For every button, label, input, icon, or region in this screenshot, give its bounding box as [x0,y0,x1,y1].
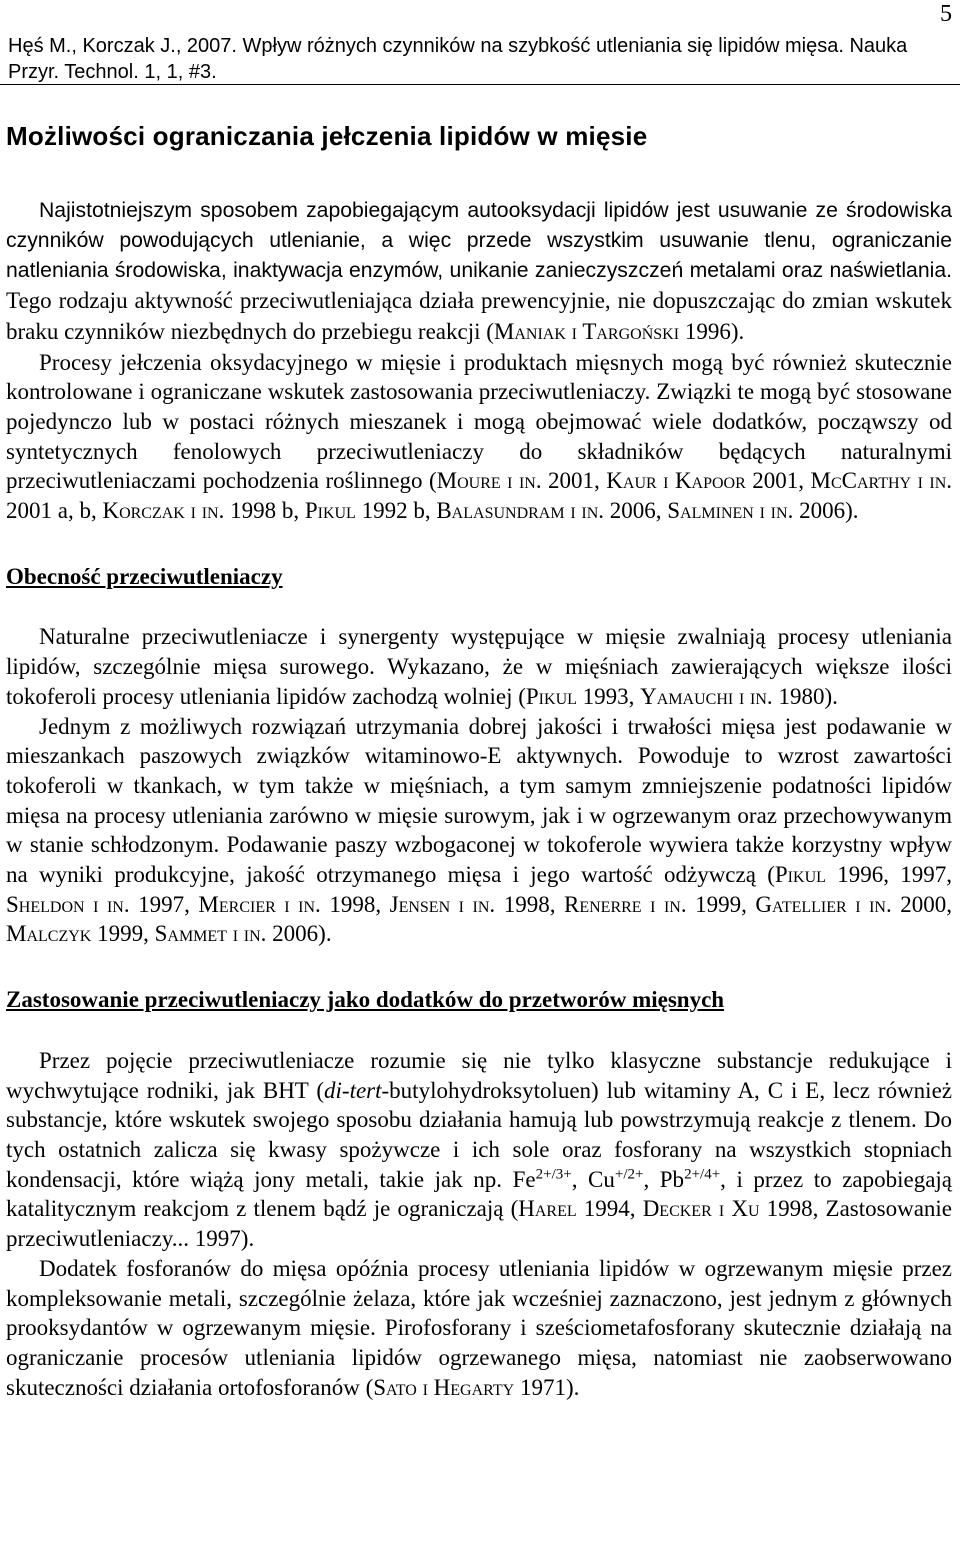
section-heading-zastosowanie: Zastosowanie przeciwutleniaczy jako dodatków do przetworów mięsnych [6,987,725,1013]
citation-author: Jensen i in. [389,891,496,917]
citation-author: Renerre i in. [564,891,687,917]
citation-year: 2001 a, b, [6,498,103,524]
section-heading-mozliwosci: Możliwości ograniczania jełczenia lipidów w mięsie [6,121,648,151]
paragraph-4 [6,712,952,950]
citation-author: Malczyk [6,921,92,947]
paragraph-3-text: Naturalne przeciwutleniacze i synergenty występujące w mięsie zwalniają procesy utleniania lipidów, szczególnie mięsa surowego. Wykazano, że w mięśniach zawierających większe ilości tokoferoli procesy utleniania lipidów zachodzą wolniej ( [6,624,952,709]
paragraph-1-sans-text: Najistotniejszym sposobem zapobiegającym autooksydacji lipidów jest usuwanie ze środowiska czynników powodujących utlenianie, a więc przede wszystkim usuwanie tlenu, ograniczanie natleniania środowiska, inaktywacja enzymów, unikanie zanieczyszczeń metalami oraz naświetlania. [6,199,952,283]
paragraph-4-text: Jednym z możliwych rozwiązań utrzymania dobrej jakości i trwałości mięsa jest podawanie w mieszankach paszowych związków witaminowo-E aktywnych. Powoduje to wzrost zawartości tokoferoli w tkankach, w tym także w mięśniach, a tym samym zmniejszenie podatności lipidów mięsa na procesy utleniania zarówno w mięsie surowym, jak i w ogrzewanym oraz przechowywanym w stanie schłodzonym. Podawanie paszy wzbogaconej w tokoferole wywiera także korzystny wpływ na wyniki produkcyjne, jakość otrzymanego mięsa i jego wartość odżywczą ( [6,713,952,888]
header-rule [0,84,960,85]
pb-superscript: 2+/4+ [684,1166,721,1183]
citation-author: Yamauchi i in. [640,683,773,709]
paragraph-3 [6,622,952,711]
citation-author: Decker i Xu [642,1196,760,1222]
paragraph-6-citations [373,1375,579,1400]
citation-year: 1997, [129,891,199,917]
paragraph-5-text-b: -butylohydroksytoluen) lub witaminy A, C i E, lecz również substancje, które wskutek swojego sposobu działania hamują lub powstrzymują reakcje z tlenem. Do tych ostatnich zalicza się kwasy spożywcze i ich sole oraz fosforany na wszystkich stopniach kondensacji, które wiążą jony metali, takie jak np. Fe [6,1077,952,1192]
citation-year: 1980). [772,683,838,709]
citation-year: 2001, [541,468,607,494]
citation-author: Sammet i in. [154,921,267,947]
citation-author: Kaur i Kapoor [606,468,746,494]
citation-author: Moure i in. [436,468,542,494]
citation-author: Korczak i in. [102,498,225,524]
section-heading-obecnosc: Obecność przeciwutleniaczy [6,563,283,589]
citation-author: Mercier i in. [198,891,321,917]
citation-year: 1998, Zastosowanie przeciwutleniaczy... 1997). [6,1196,953,1252]
citation-author: Pikul [525,683,577,709]
paragraph-3-citations [526,684,838,709]
paragraph-5 [6,1046,952,1254]
paragraph-1 [6,196,952,348]
paragraph-5-text-d: , Pb [643,1166,685,1192]
citation-author: Gatellier i in. [755,891,892,917]
citation-year: 1992 b, [355,498,437,524]
citation-year: 1998, [495,891,564,917]
citation-author: McCarthy i in. [810,468,953,494]
citation-year: 1994, [576,1196,643,1222]
citation-year: 1996). [679,318,745,344]
paragraph-1-serif-body: Tego rodzaju aktywność przeciwutleniająca działa prewencyjnie, nie dopuszczając do zmian wskutek braku czynników niezbędnych do przebiegu reakcji ( [6,288,952,344]
citation-year: 1993, [576,683,641,709]
running-citation: Hęś M., Korczak J., 2007. Wpływ różnych czynników na szybkość utleniania się lipidów mięsa. Nauka Przyr. Technol. 1, 1, #3. [8,35,908,83]
paragraph-2 [6,348,952,526]
citation-year: 1998, [320,891,390,917]
citation-year: 1998 b, [224,498,305,524]
citation-author: Balasundram i in. [436,498,605,524]
citation-author: Sheldon i in. [6,891,130,917]
citation-year: 1999, [686,891,756,917]
citation-author: Maniak i Targoński [493,318,680,344]
cu-superscript: +/2+ [614,1166,644,1183]
paragraph-6-text: Dodatek fosforanów do mięsa opóźnia procesy utleniania lipidów w ogrzewanym mięsie przez kompleksowanie metali, szczególnie żelaza, które jak wcześniej zaznaczono, jest jednym z głównych prooksydantów w ogrzewanym mięsie. Pirofosforany i sześciometafosforany skutecznie działają na ograniczanie procesów utleniania lipidów ogrzewanego mięsa, natomiast nie zaobserwowano skuteczności działania ortofosforanów ( [6,1255,952,1400]
citation-year: 1996, 1997, [825,862,953,888]
page-number: 5 [940,1,952,27]
paragraph-5-text-c: , Cu [571,1166,615,1192]
paragraph-5-italic: di-tert [324,1077,382,1103]
citation-year: 2000, [891,891,953,917]
citation-author: Pikul [304,498,356,524]
paragraph-2-text: Procesy jełczenia oksydacyjnego w mięsie i produktach mięsnych mogą być również skutecznie kontrolowane i ograniczane wskutek zastosowania przeciwutleniaczy. Związki te mogą być stosowane pojedynczo lub w postaci różnych mieszanek i mogą obejmować wiele dodatków, począwszy od syntetycznych fenolowych przeciwutleniaczy do składników będących naturalnymi przeciwutleniaczami pochodzenia roślinnego ( [6,349,952,494]
citation-year: 1971). [514,1374,580,1400]
citation-year: 2006). [793,498,859,524]
citation-author: Pikul [774,862,826,888]
citation-year: 2001, [745,468,811,494]
article-body [6,120,952,1402]
citation-author: Harel [518,1196,577,1222]
citation-year: 2006, [604,498,668,524]
citation-author: Sato i Hegarty [373,1374,515,1400]
paragraph-5-text-e: , i przez to zapobiegają katalitycznym reakcjom z tlenem bądź je ograniczają ( [6,1166,953,1222]
paragraph-1-serif-text [6,288,952,344]
fe-superscript: 2+/3+ [535,1166,572,1183]
paragraph-6 [6,1254,952,1403]
paragraph-5-text-a: Przez pojęcie przeciwutleniacze rozumie się nie tylko klasyczne substancje redukujące i wychwytujące rodniki, jak BHT ( [6,1047,952,1103]
citation-year: 1999, [91,921,155,947]
citation-year: 2006). [266,921,332,947]
citation-author: Salminen i in. [667,498,794,524]
